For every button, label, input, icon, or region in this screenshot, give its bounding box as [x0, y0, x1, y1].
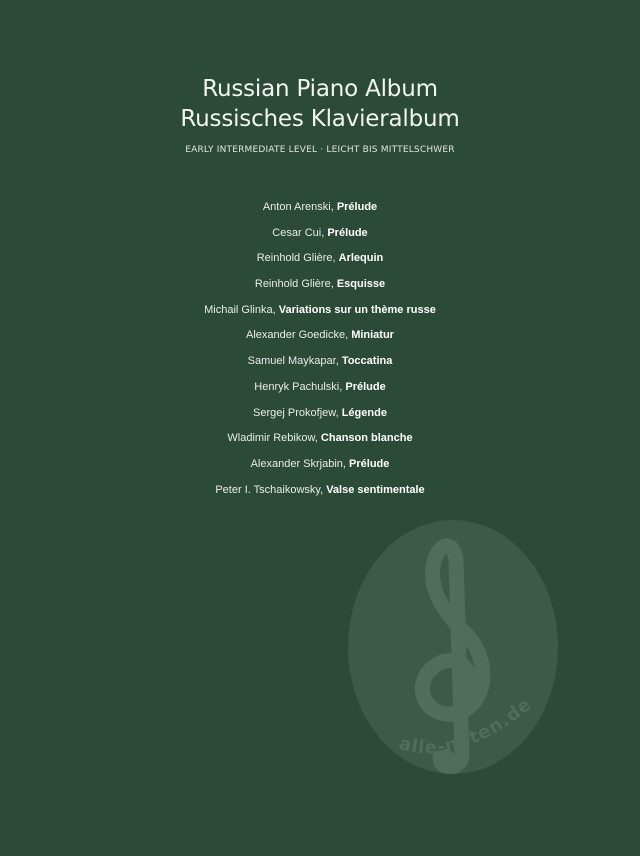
- contents-item: [0, 377, 640, 403]
- composer-name: Michail Glinka,: [204, 303, 279, 316]
- composer-name: Anton Arenski,: [262, 201, 337, 213]
- title-german: Russisches Klavieralbum: [180, 106, 460, 132]
- contents-item: [0, 403, 640, 429]
- piece-title: Légende: [341, 406, 387, 419]
- treble-clef-icon: [348, 520, 558, 774]
- contents-item: [0, 223, 640, 249]
- title-block: [0, 74, 640, 156]
- piece-title: Prélude: [349, 457, 390, 470]
- title-english: Russian Piano Album: [202, 76, 438, 102]
- piece-title: Esquisse: [336, 278, 386, 291]
- composer-name: Cesar Cui,: [272, 226, 328, 239]
- contents-item: [0, 454, 640, 480]
- level-subtitle: EARLY INTERMEDIATE LEVEL · LEICHT BIS MITTELSCHWER: [185, 145, 455, 155]
- piece-title: Prélude: [345, 380, 386, 393]
- composer-name: Reinhold Glière,: [256, 252, 339, 265]
- composer-name: Sergej Prokofjew,: [253, 406, 342, 419]
- contents-item: [0, 480, 640, 506]
- contents-item: [0, 274, 640, 300]
- piece-title: Prélude: [327, 226, 368, 239]
- watermark-text: alle-noten.de: [396, 693, 537, 759]
- watermark-seal: [348, 520, 558, 774]
- piece-title: Arlequin: [338, 252, 384, 265]
- piece-title: Valse sentimentale: [326, 483, 425, 496]
- contents-item: [0, 300, 640, 326]
- composer-name: Wladimir Rebikow,: [227, 432, 321, 445]
- piece-title: Toccatina: [341, 355, 393, 368]
- contents-item: [0, 325, 640, 351]
- piece-title: Variations sur un thème russe: [278, 303, 436, 316]
- piece-title: Chanson blanche: [320, 432, 413, 445]
- composer-name: Peter I. Tschaikowsky,: [215, 483, 327, 496]
- contents-item: [0, 351, 640, 377]
- piece-title: Miniatur: [351, 329, 394, 342]
- composer-name: Reinhold Glière,: [254, 278, 337, 291]
- composer-name: Alexander Goedicke,: [246, 329, 352, 342]
- composer-name: Samuel Maykapar,: [247, 355, 342, 368]
- composer-name: Alexander Skrjabin,: [250, 457, 350, 470]
- contents-item: [0, 428, 640, 454]
- contents-item: [0, 248, 640, 274]
- contents-item: [0, 197, 640, 223]
- piece-title: Prélude: [336, 201, 378, 213]
- contents-list: [0, 197, 640, 505]
- composer-name: Henryk Pachulski,: [254, 380, 346, 393]
